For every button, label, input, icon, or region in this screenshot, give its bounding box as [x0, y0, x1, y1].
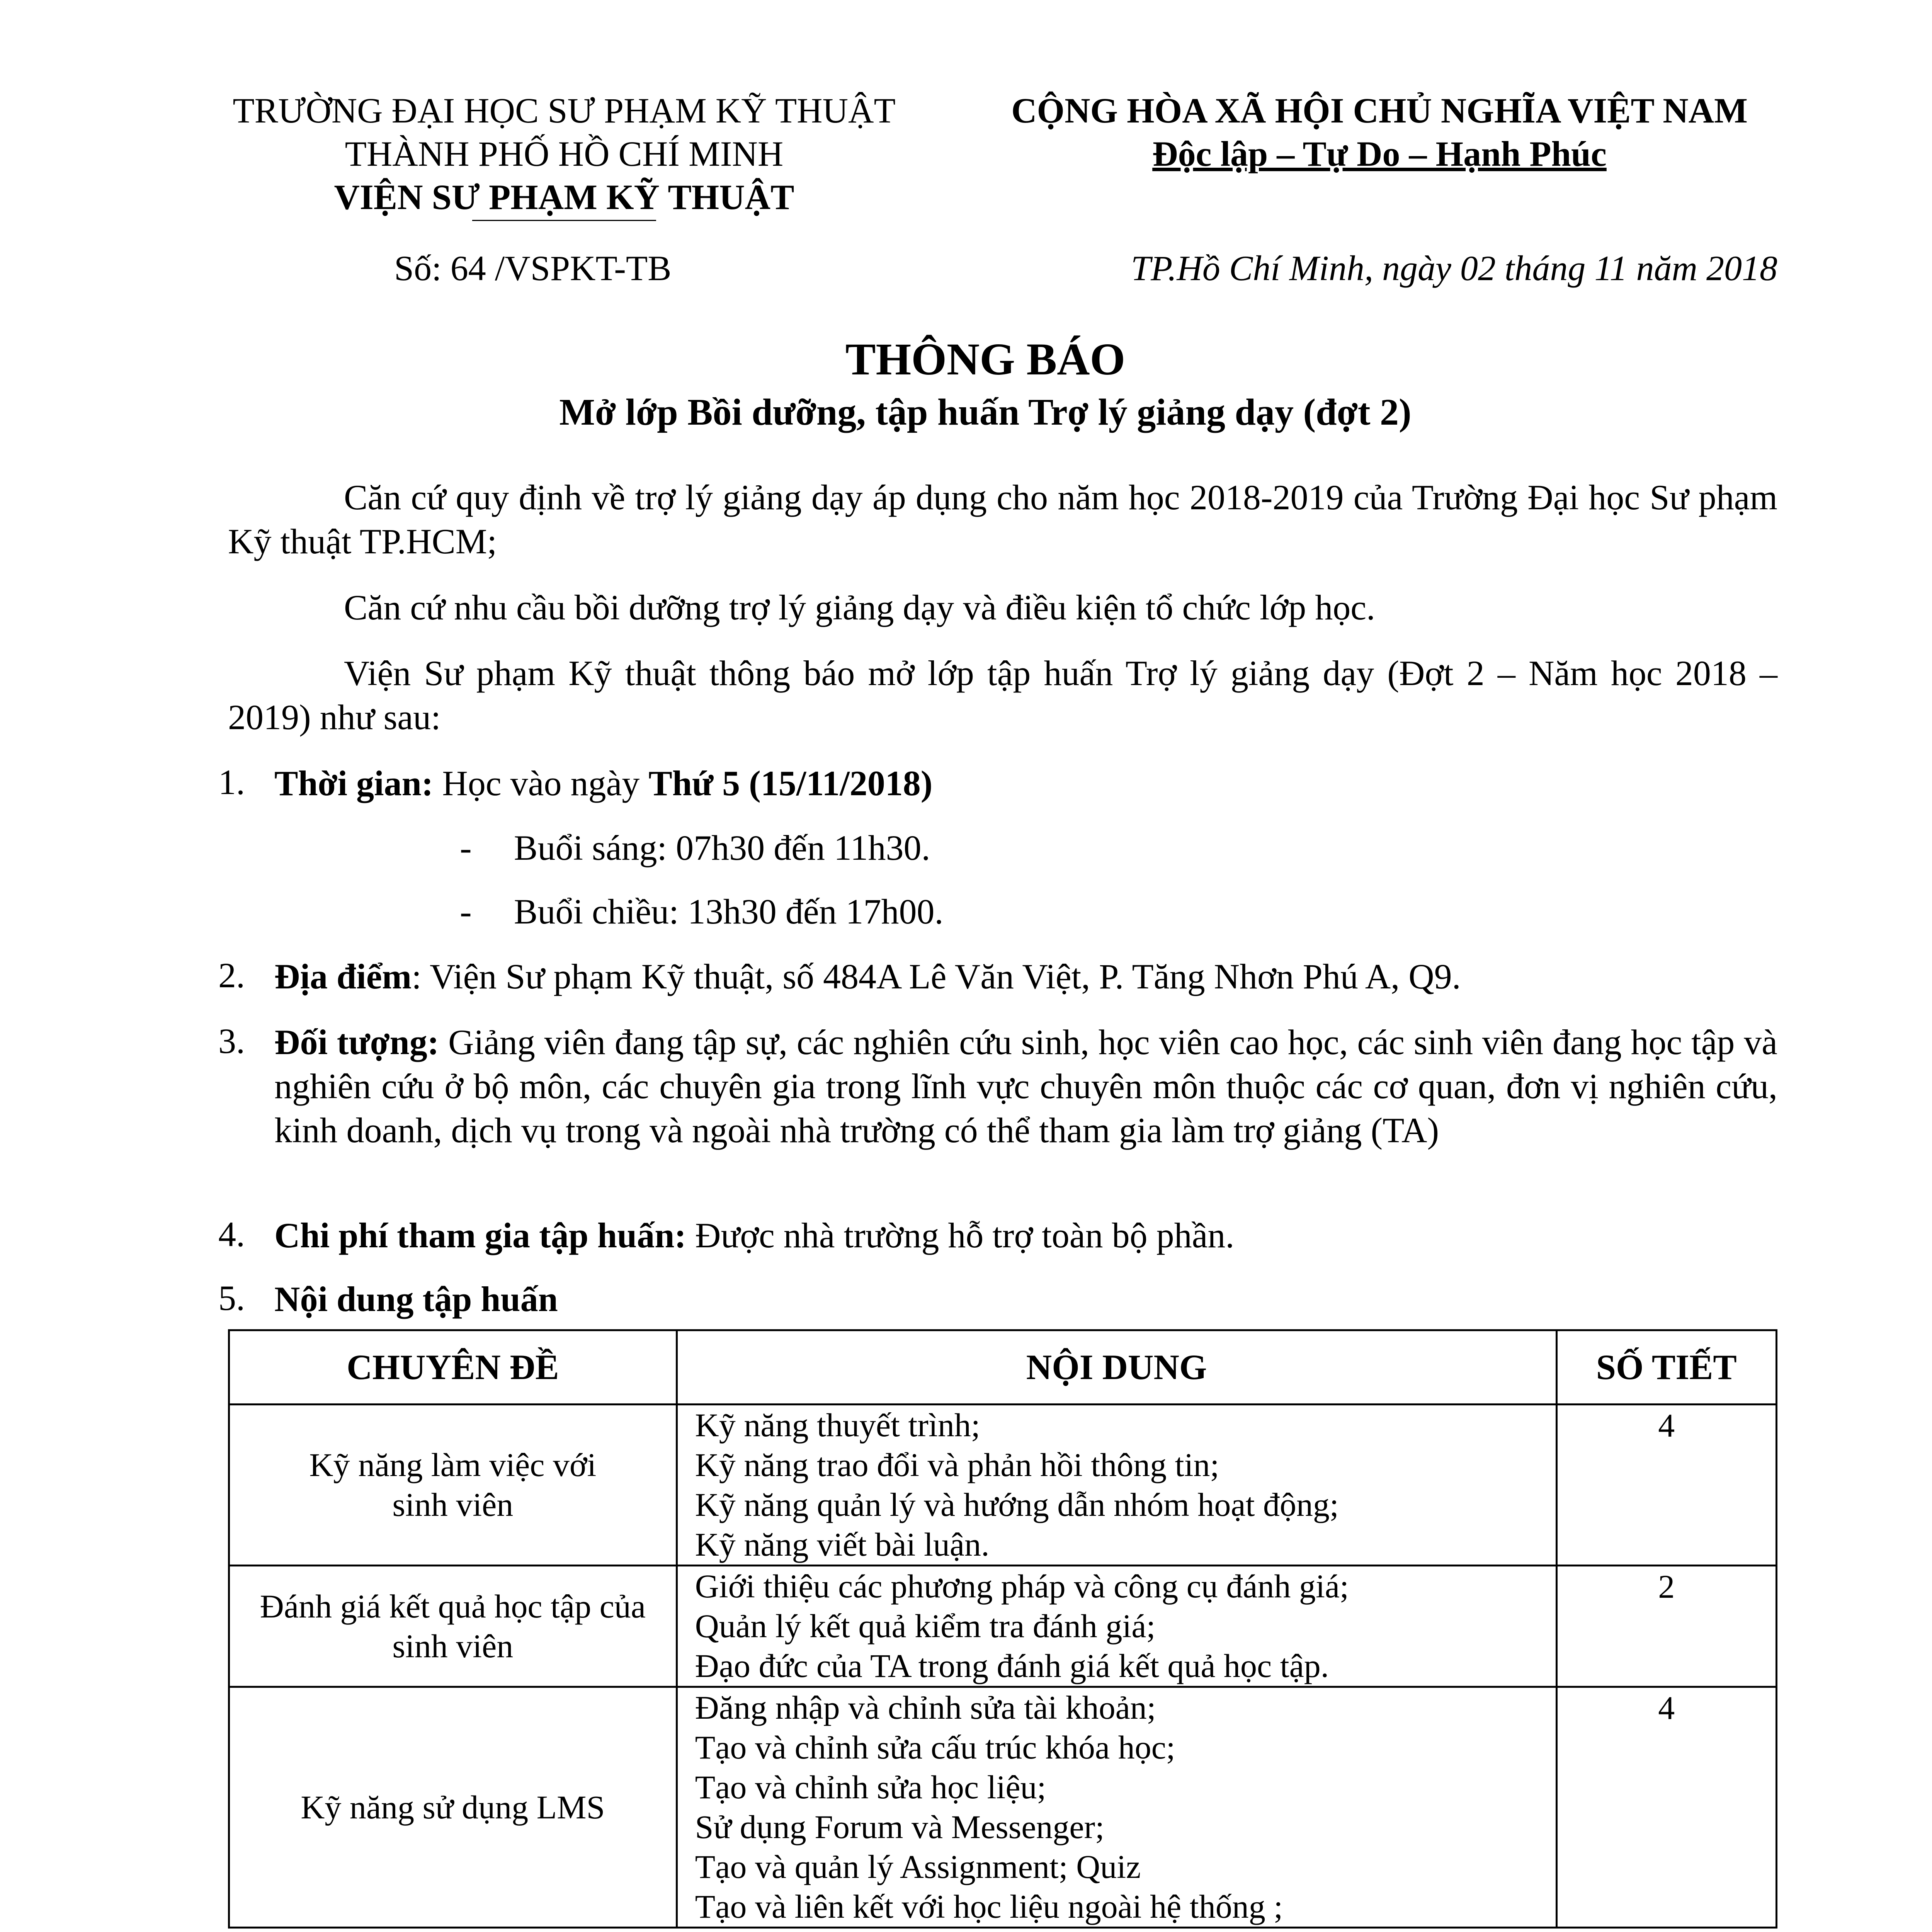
hours-cell: 4: [1556, 1687, 1776, 1928]
topic-cell: Kỹ năng sử dụng LMS: [229, 1687, 677, 1928]
content-cell: Đăng nhập và chỉnh sửa tài khoản; Tạo và chỉnh sửa cấu trúc khóa học; Tạo và chỉnh sửa học liệu; Sử dụng Forum và Messenger; Tạo và quản lý Assignment; Quiz Tạo và liên kết với học liệu ngoài hệ thống ;: [677, 1687, 1556, 1928]
item-label: Chi phí tham gia tập huấn:: [274, 1216, 686, 1255]
country-name: CỘNG HÒA XÃ HỘI CHỦ NGHĨA VIỆT NAM: [1011, 91, 1748, 130]
item-date: Thứ 5 (15/11/2018): [648, 764, 933, 803]
item-number: 2.: [218, 956, 245, 995]
item-number: 5.: [218, 1278, 245, 1318]
item-label: Địa điểm: [274, 957, 412, 996]
content-cell: Kỹ năng thuyết trình; Kỹ năng trao đổi và phản hồi thông tin; Kỹ năng quản lý và hướng dẫn nhóm hoạt động; Kỹ năng viết bài luận.: [677, 1405, 1556, 1566]
hours-cell: 2: [1556, 1566, 1776, 1687]
topic-cell: Kỹ năng làm việc với sinh viên: [229, 1405, 677, 1566]
item-label: Thời gian:: [274, 764, 434, 803]
item-number: 3.: [218, 1021, 245, 1061]
table-row: [229, 1405, 1777, 1566]
table-row: [229, 1566, 1777, 1687]
date-line: TP.Hồ Chí Minh, ngày 02 tháng 11 năm 2018: [1131, 248, 1777, 288]
item-text: Giảng viên đang tập sự, các nghiên cứu sinh, học viên cao học, các sinh viên đang học tập và nghiên cứu ở bộ môn, các chuyên gia trong lĩnh vực chuyên môn thuộc các cơ quan, đơn vị nghiên cứu, kinh doanh, dịch vụ trong và ngoài nhà trường có thể tham gia làm trợ giảng (TA): [274, 1022, 1777, 1150]
session-dash: -: [460, 828, 472, 867]
document-subtitle: Mở lớp Bồi dưỡng, tập huấn Trợ lý giảng dạy (đợt 2): [559, 391, 1412, 433]
paragraph-basis-regulation: Căn cứ quy định về trợ lý giảng dạy áp dụng cho năm học 2018-2019 của Trường Đại học Sư phạm Kỹ thuật TP.HCM;: [228, 478, 1777, 561]
session-afternoon: Buổi chiều: 13h30 đến 17h00.: [514, 892, 944, 931]
item-location: [274, 954, 1777, 998]
topic-cell: Đánh giá kết quả học tập của sinh viên: [229, 1566, 677, 1687]
session-dash: -: [460, 892, 472, 931]
national-motto-block: [958, 89, 1801, 175]
hours-cell: 4: [1556, 1405, 1776, 1566]
document-number: Số: 64 /VSPKT-TB: [394, 248, 672, 288]
table-row: [229, 1687, 1777, 1928]
item-text: Học vào ngày: [433, 764, 649, 803]
table-header-row: [229, 1330, 1777, 1405]
column-header-hours: SỐ TIẾT: [1556, 1330, 1776, 1405]
university-city: THÀNH PHỐ HỒ CHÍ MINH: [345, 134, 784, 173]
document-title: THÔNG BÁO: [845, 334, 1126, 384]
item-label: Nội dung tập huấn: [274, 1279, 558, 1319]
motto: Độc lập – Tự Do – Hạnh Phúc: [1152, 134, 1607, 173]
item-text: : Viện Sư phạm Kỹ thuật, số 484A Lê Văn Việt, P. Tăng Nhơn Phú A, Q9.: [412, 957, 1461, 996]
item-text: Được nhà trường hỗ trợ toàn bộ phần.: [686, 1216, 1235, 1255]
column-header-content: NỘI DUNG: [677, 1330, 1556, 1405]
item-label: Đối tượng:: [274, 1022, 439, 1062]
item-cost: [274, 1213, 1777, 1257]
item-number: 4.: [218, 1214, 245, 1254]
paragraph-announcement: Viện Sư phạm Kỹ thuật thông báo mở lớp tập huấn Trợ lý giảng dạy (Đợt 2 – Năm học 2018 – 2019) như sau:: [228, 653, 1777, 737]
issuer-block: [162, 89, 966, 219]
paragraph-basis-needs: Căn cứ nhu cầu bồi dưỡng trợ lý giảng dạy và điều kiện tổ chức lớp học.: [344, 588, 1376, 627]
content-cell: Giới thiệu các phương pháp và công cụ đánh giá; Quản lý kết quả kiểm tra đánh giá; Đạo đức của TA trong đánh giá kết quả học tập.: [677, 1566, 1556, 1687]
item-audience: [274, 1020, 1777, 1152]
training-content-table: [228, 1329, 1777, 1929]
university-name: TRƯỜNG ĐẠI HỌC SƯ PHẠM KỸ THUẬT: [233, 91, 896, 130]
session-morning: Buổi sáng: 07h30 đến 11h30.: [514, 828, 930, 867]
item-time: [274, 761, 1777, 805]
institute-name: VIỆN SƯ PHẠM KỸ THUẬT: [162, 175, 966, 219]
item-number: 1.: [218, 762, 245, 802]
column-header-topic: CHUYÊN ĐỀ: [229, 1330, 677, 1405]
item-content: [274, 1277, 1777, 1321]
